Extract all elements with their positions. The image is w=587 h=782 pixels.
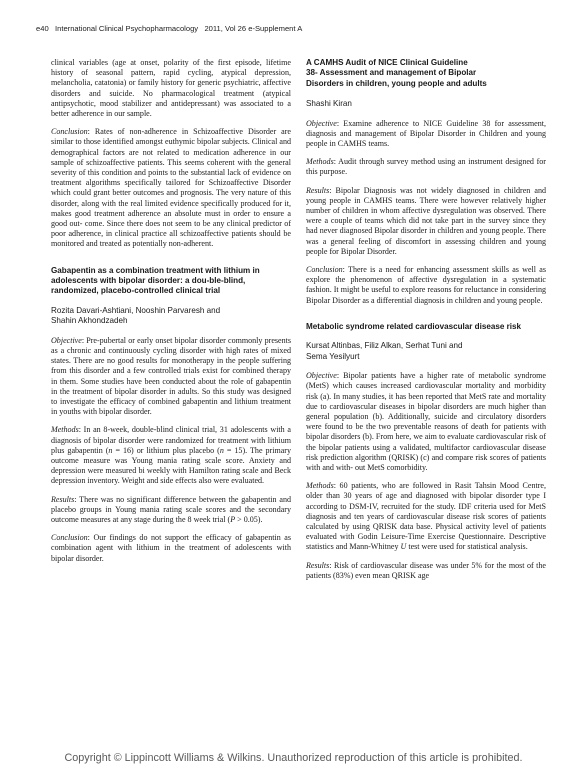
methods-label: Methods [306,481,334,491]
methods-text: = 16) or lithium plus placebo ( [112,445,220,455]
methods-paragraph [306,157,546,177]
methods-label: Methods [51,425,79,435]
abstract-title-metabolic: Metabolic syndrome related cardiovascular disease risk [306,321,522,331]
conclusion-text: : Our findings do not support the efficacy of gabapentin as combination agent with lithium in the treatment of adolescents with bipolar disorder. [51,533,291,563]
objective-label: Objective [306,118,337,128]
results-label: Results [306,185,330,195]
methods-text: = 15). The primary outcome measure was Young mania rating scale score. Anxiety and depression were measured bi weekly with Hamilton rating scale and Beck depression inventory. Weight and side effects also were evaluated. [51,445,291,486]
abstract-authors-gabapentin [51,306,291,327]
methods-text: : In an 8-week, double-blind clinical trial, 31 adolescents with a diagnosis of bipolar disorder were randomized for treatment with lithium plus gabapentin ( [51,425,291,455]
methods-text: : Audit through survey method using an instrument designed for this purpose. [306,157,546,177]
results-paragraph [306,186,546,257]
objective-text: : Bipolar patients have a higher rate of metabolic syndrome (MetS) which causes increased cardiovascular mortality and morbidity risk (a). In many studies, it has been reported that MetS rate and mortality due to cardiovascular diseases in bipolar disorders are much higher than general population (b). Additionally, suicide and circulatory disorders were found to be the two preventable reasons of death for patients with bipolar disorders (b). From here, we aim to evaluate cardiovascular risk of the bipolar patients using a validated, multifactor cardiovascular disease risk prediction algorithm (QRISK) (c) and compare risk scores of patients with and with- out MetS comorbidity. [306,371,546,472]
authors-line: Sema Yesilyurt [306,351,360,361]
abstract-authors-metabolic [306,341,546,362]
results-paragraph [306,561,546,581]
results-text: : Bipolar Diagnosis was not widely diagnosed in children and young people in CAMHS teams. There were however relatively higher number of children in whom affective dysregulation was observed. There were a couple of teams which did not take part in the survey since they had never diagnosed Bipolar disorder in children and young people. There was a general feeling of discomfort in assessing children and young people for Bipolar Disorder. [306,185,546,256]
title-line: A CAMHS Audit of NICE Clinical Guideline [306,58,468,67]
title-line: Disorders in children, young people and adults [306,78,487,88]
conclusion-paragraph [51,533,291,564]
conclusion-paragraph [306,265,546,306]
objective-text: : Examine adherence to NICE Guideline 38 for assessment, diagnosis and management of Bipolar Disorder in Children and young people in CAMHS teams. [306,118,546,149]
journal-name: International Clinical Psychopharmacology [55,24,199,33]
conclusion-label: Conclusion [306,265,343,275]
p-symbol: P [230,514,236,524]
results-label: Results [306,560,330,570]
authors-line: Shahin Akhondzadeh [51,316,128,326]
issue-info: 2011, Vol 26 e-Supplement A [204,24,303,33]
page-number: e40 [36,24,49,33]
copyright-footer: Copyright © Lippincott Williams & Wilkins. Unauthorized reproduction of this article is prohibited. [64,752,523,764]
n-symbol: n [108,445,113,455]
methods-paragraph [306,481,546,552]
results-text: : Risk of cardiovascular disease was under 5% for the most of the patients (83%) even mean QRISK age [306,560,546,580]
authors-line: Kursat Altinbas, Filiz Alkan, Serhat Tuni and [306,341,463,351]
objective-label: Objective [51,335,82,345]
abstract-title-camhs [306,58,546,89]
conclusion-text: : There is a need for enhancing assessment skills as well as explore the phenomenon of affective dysregulation in a systematic fashion. It might be useful to explore reasons for reluctance in considering Bipolar Disorder as a differential diagnosis in children and young people. [306,265,546,305]
abstract-title-gabapentin: Gabapentin as a combination treatment with lithium in adolescents with bipolar disorder: a dou-ble-blind, randomized, placebo-controlled clinical trial [51,265,260,296]
intro-text: clinical variables (age at onset, polarity of the first episode, lifetime history of seasonal pattern, rapid cycling, atypical depression, melancholia, catatonia) or family history for generic psychiatric, affective disorders and suicide. No pharmacological treatment (atypical antipsychotic, mood stabilizer and antidepressant) was associated to a better adherence in our sample. [51,58,291,119]
objective-paragraph [306,119,546,150]
n-symbol: n [219,445,224,455]
right-column [306,58,546,589]
objective-text: : Pre-pubertal or early onset bipolar disorder commonly presents as a chronic and continuously cycling disorder with high rates of mixed states. There are no good results for monotherapy in the people suffering from this disorder and a few controlled trials exist for combined therapy in them. Some studies have been conducted about the role of gabapentin in the treatment of bipolar disorder in adults. So this study was designed to investigate the efficacy of combined gabapentin and lithium treatment in youths with bipolar disorder. [51,335,291,417]
authors-line: Rozita Davari-Ashtiani, Nooshin Parvaresh and [51,305,221,315]
results-text: > 0.05). [235,514,263,524]
results-paragraph [51,495,291,526]
objective-label: Objective [306,371,337,381]
abstract-author-camhs: Shashi Kiran [306,99,352,109]
methods-paragraph [51,425,291,486]
conclusion-label: Conclusion [51,533,88,543]
results-label: Results [51,494,75,504]
methods-text: : 60 patients, who are followed in Rasit Tahsin Mood Centre, older than 30 years of age and diagnosed with bipolar disorder type I according to DSM-IV, recruited for the study. IDF criteria used for MetS diagnosis and ten years of cardiovascular disease risk scores of patients calculated by using QRISK data base. Physical activity level of patients evaluated with Godin Leisure-Time Exercise Questionnaire. Descriptive statistics and Mann-Whitney [306,481,546,552]
left-column [51,58,291,572]
u-symbol: U [400,542,407,552]
methods-label: Methods [306,157,334,167]
methods-text: test were used for statistical analysis. [406,542,528,552]
objective-paragraph [306,371,546,473]
conclusion-label: Conclusion [51,127,88,137]
title-line: 38- Assessment and management of Bipolar [306,68,477,78]
results-text: : There was no significant difference between the gabapentin and placebo groups in Young mania rating scale scores and the secondary outcome measures at any stage during the 8 week trial ( [51,494,291,524]
running-header [36,24,556,33]
conclusion-text: : Rates of non-adherence in Schizoaffective Disorder are similar to those identified amongst euthymic bipolar subjects. Clinical and demographical factors are not related to medication adherence in our sample of schizoaffective patients. This seems coherent with the general severity of this condition and points to the substantial lack of evidence on treatment algorithms specifically tailored for Schizoaffective Disorder which could grant better outcomes and prognosis. The very nature of this disorder, along with the real limited evidence specifically produced for it, makes good treatment adherence an absolute must in order to ensure a good out- come. Since there does not seem to be any clinical predictor of poor adherence, in clinical practice all schizoaffective patients should be monitored and treated as potentially non-adherent. [51,127,291,249]
objective-paragraph [51,336,291,418]
conclusion-paragraph [51,127,291,249]
intro-paragraph [51,58,291,119]
